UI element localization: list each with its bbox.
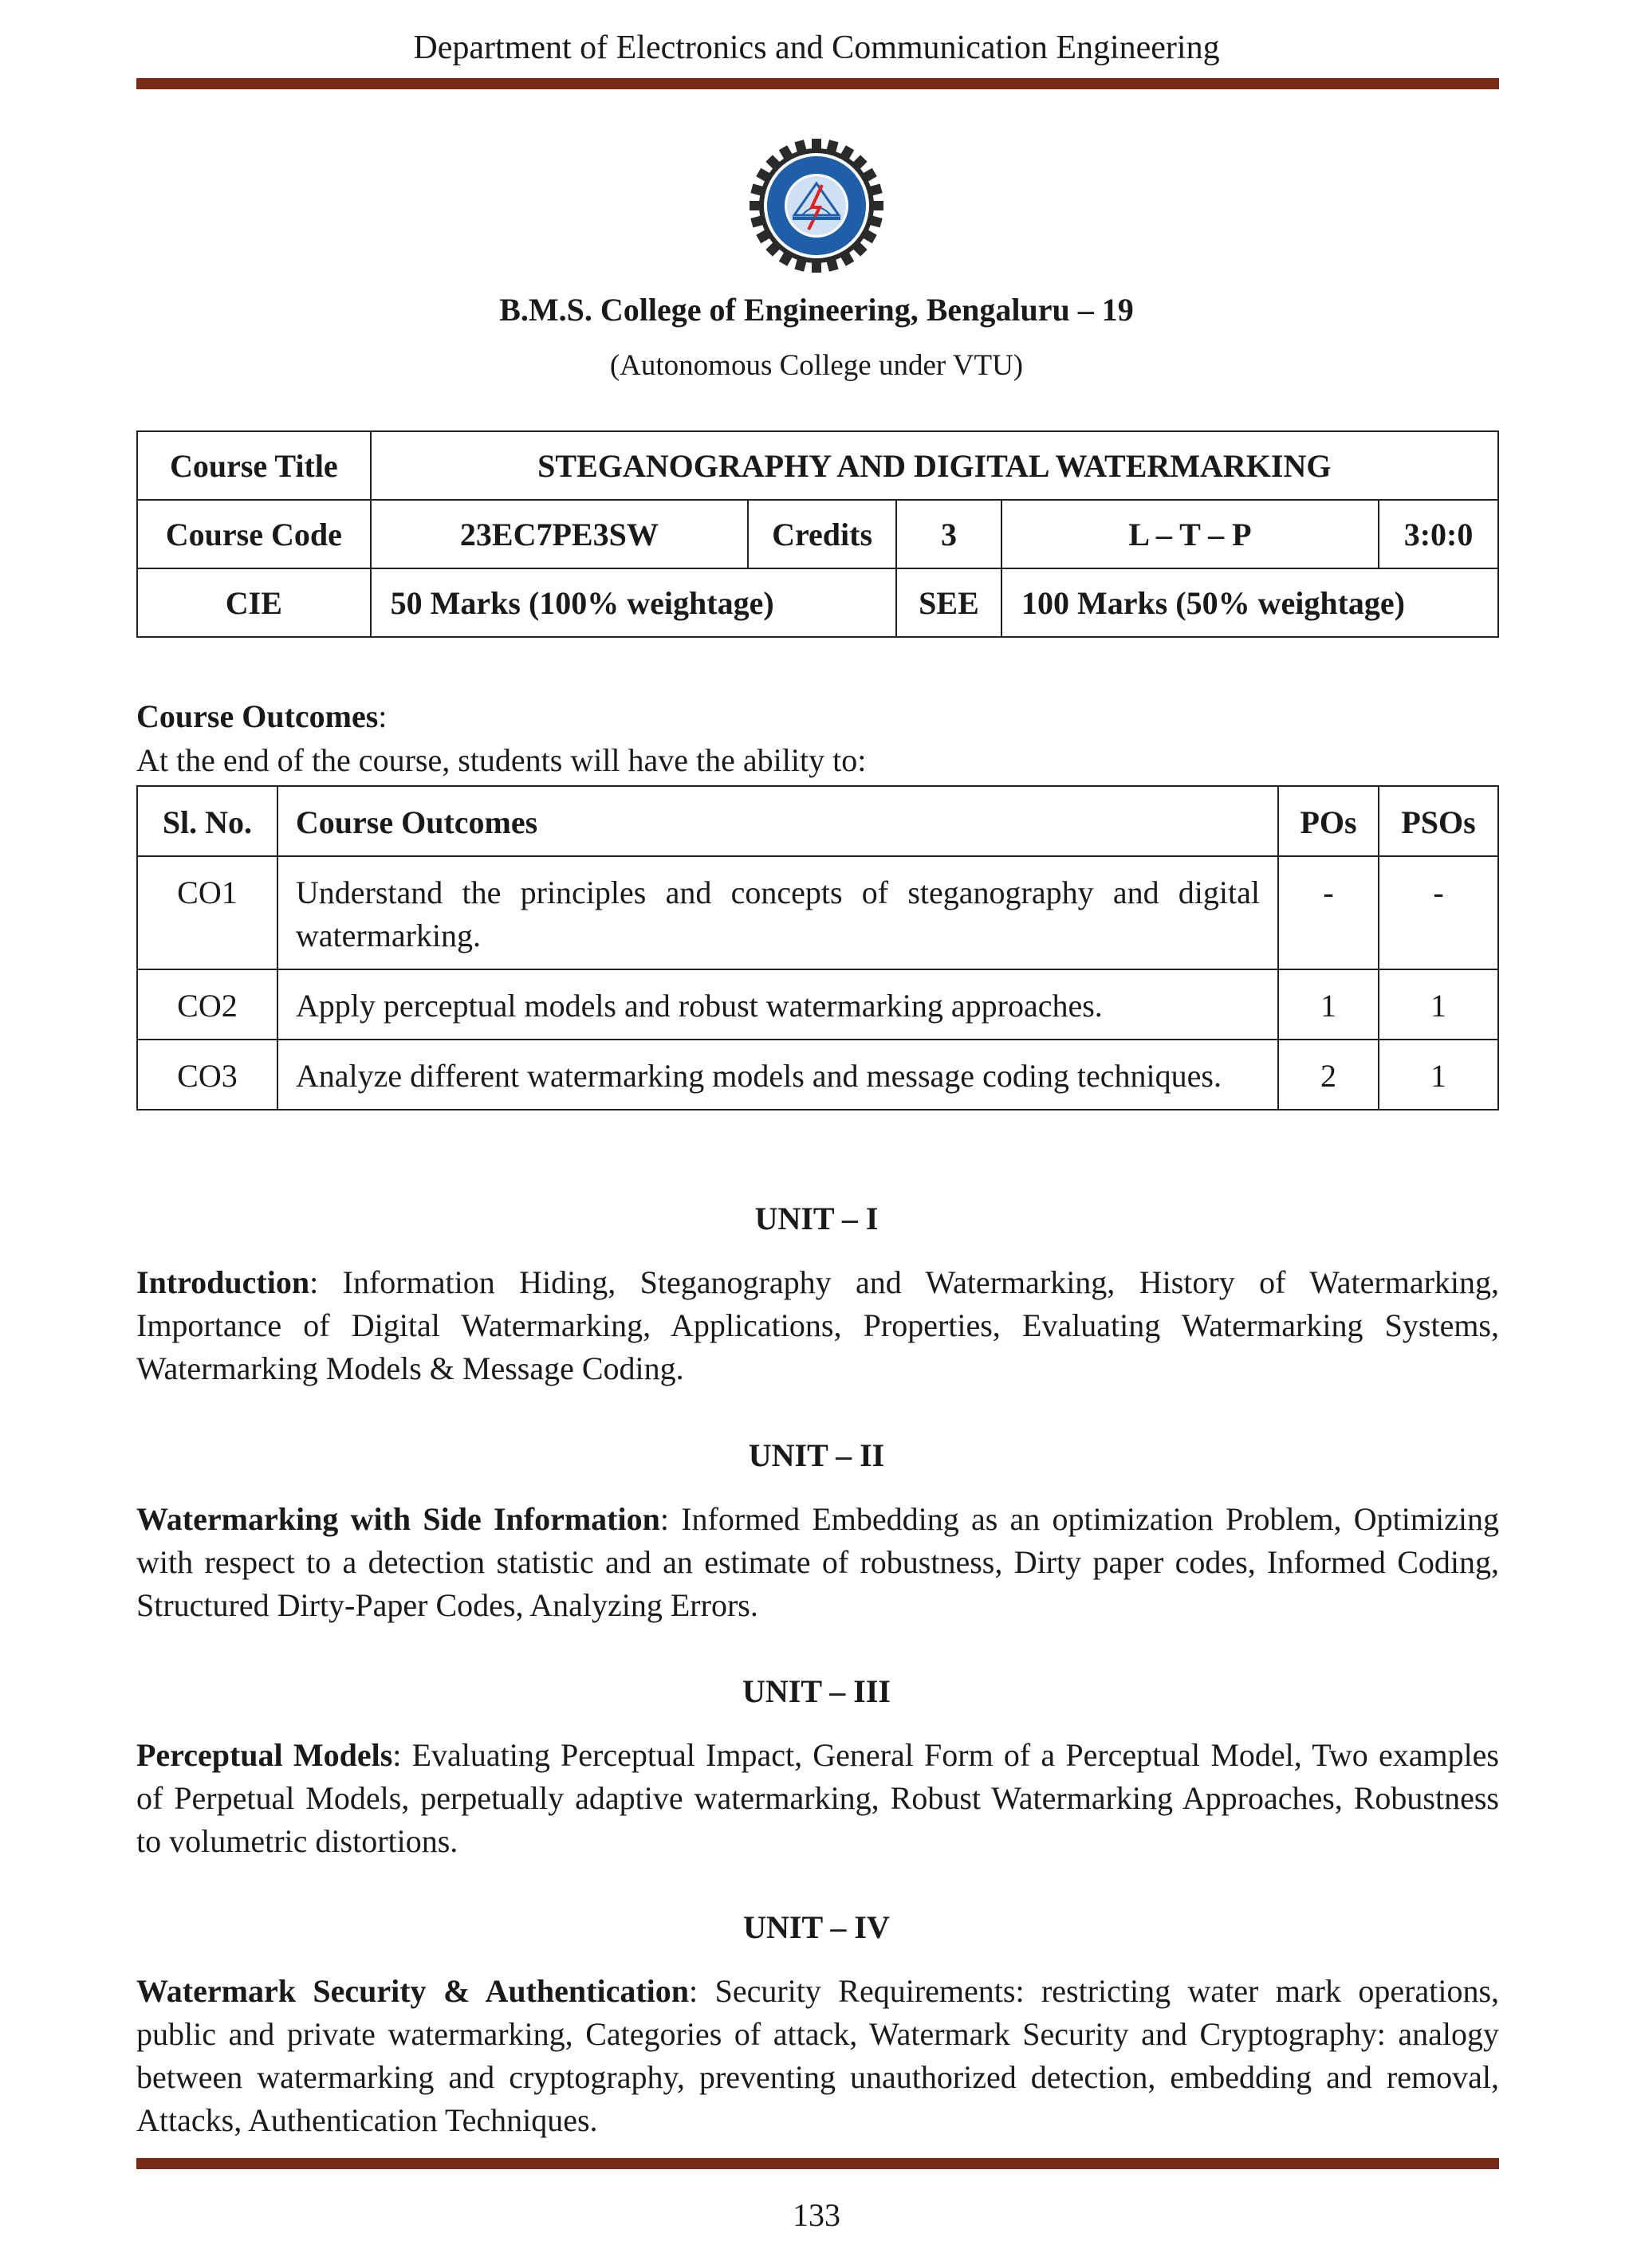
co-psos: 1	[1379, 969, 1498, 1040]
course-title-row	[137, 431, 1498, 500]
co-sl: CO2	[137, 969, 277, 1040]
col-header-course-outcomes: Course Outcomes	[277, 786, 1278, 856]
page-number: 133	[793, 2197, 840, 2233]
college-seal-icon	[746, 136, 887, 276]
col-header-psos: PSOs	[1379, 786, 1498, 856]
ltp-value: 3:0:0	[1379, 500, 1498, 568]
course-code-row	[137, 500, 1498, 568]
course-outcomes-heading-text: Course Outcomes	[136, 698, 379, 734]
co-pos: 1	[1278, 969, 1379, 1040]
co-pos: 2	[1278, 1040, 1379, 1110]
course-outcomes-heading	[136, 698, 387, 735]
unit-2-topic: Watermarking with Side Information	[136, 1501, 660, 1537]
department-header: Department of Electronics and Communication Engineering	[413, 29, 1220, 66]
co-text: Apply perceptual models and robust watermarking approaches.	[277, 969, 1278, 1040]
course-outcomes-table	[136, 785, 1499, 1110]
co-text: Understand the principles and concepts of steganography and digital watermarking.	[277, 856, 1278, 969]
unit-1-body: : Information Hiding, Steganography and Watermarking, History of Watermarking, Importance of Digital Watermarking, Applications, Properties, Evaluating Watermarking Systems, Watermarking Models & Message Coding.	[136, 1264, 1499, 1386]
unit-2-content	[136, 1498, 1499, 1627]
unit-3-title: UNIT – III	[742, 1673, 891, 1709]
table-row	[137, 1040, 1498, 1110]
course-title-label: Course Title	[137, 431, 371, 500]
unit-4-body: : Security Requirements: restricting water mark operations, public and private watermarking, Categories of attack, Watermark Security and Cryptography: analogy between watermarking and cryptography, preventing unauthorized detection, embedding and removal, Attacks, Authentication Techniques.	[136, 1973, 1500, 2138]
course-info-table	[136, 430, 1499, 638]
unit-3-body: : Evaluating Perceptual Impact, General Form of a Perceptual Model, Two examples of Perpetual Models, perpetually adaptive watermarking, Robust Watermarking Approaches, Robustness to volumetric distortions.	[136, 1737, 1499, 1859]
cie-value: 50 Marks (100% weightage)	[371, 568, 896, 637]
col-header-pos: POs	[1278, 786, 1379, 856]
unit-1-title: UNIT – I	[754, 1201, 879, 1236]
course-outcomes-intro: At the end of the course, students will have the ability to:	[136, 742, 867, 778]
course-code-value: 23EC7PE3SW	[371, 500, 749, 568]
credits-label: Credits	[748, 500, 896, 568]
unit-3-topic: Perceptual Models	[136, 1737, 393, 1773]
header-rule	[136, 78, 1499, 89]
unit-1-content	[136, 1261, 1499, 1390]
ltp-label: L – T – P	[1001, 500, 1379, 568]
unit-1-topic: Introduction	[136, 1264, 310, 1300]
unit-3-content	[136, 1734, 1499, 1863]
co-psos: 1	[1379, 1040, 1498, 1110]
table-row	[137, 969, 1498, 1040]
footer-rule	[136, 2158, 1499, 2169]
course-title-value: STEGANOGRAPHY AND DIGITAL WATERMARKING	[371, 431, 1498, 500]
co-text: Analyze different watermarking models and message coding techniques.	[277, 1040, 1278, 1110]
credits-value: 3	[896, 500, 1001, 568]
co-sl: CO1	[137, 856, 277, 969]
cie-label: CIE	[137, 568, 371, 637]
unit-4-topic: Watermark Security & Authentication	[136, 1973, 690, 2009]
course-code-label: Course Code	[137, 500, 371, 568]
see-value: 100 Marks (50% weightage)	[1001, 568, 1498, 637]
unit-4-title: UNIT – IV	[743, 1909, 890, 1945]
co-sl: CO3	[137, 1040, 277, 1110]
unit-2-body: : Informed Embedding as an optimization Problem, Optimizing with respect to a detection statistic and an estimate of robustness, Dirty paper codes, Informed Coding, Structured Dirty-Paper Codes, Analyzing Errors.	[136, 1501, 1499, 1623]
col-header-sl-no: Sl. No.	[137, 786, 277, 856]
table-row	[137, 856, 1498, 969]
co-pos: -	[1278, 856, 1379, 969]
unit-2-title: UNIT – II	[748, 1437, 885, 1473]
co-psos: -	[1379, 856, 1498, 969]
marks-row	[137, 568, 1498, 637]
unit-4-content	[136, 1970, 1499, 2142]
co-table-header	[137, 786, 1498, 856]
college-subtitle: (Autonomous College under VTU)	[609, 349, 1024, 382]
college-name: B.M.S. College of Engineering, Bengaluru – 19	[499, 292, 1134, 328]
course-outcomes-heading-colon: :	[378, 698, 388, 734]
see-label: SEE	[896, 568, 1001, 637]
